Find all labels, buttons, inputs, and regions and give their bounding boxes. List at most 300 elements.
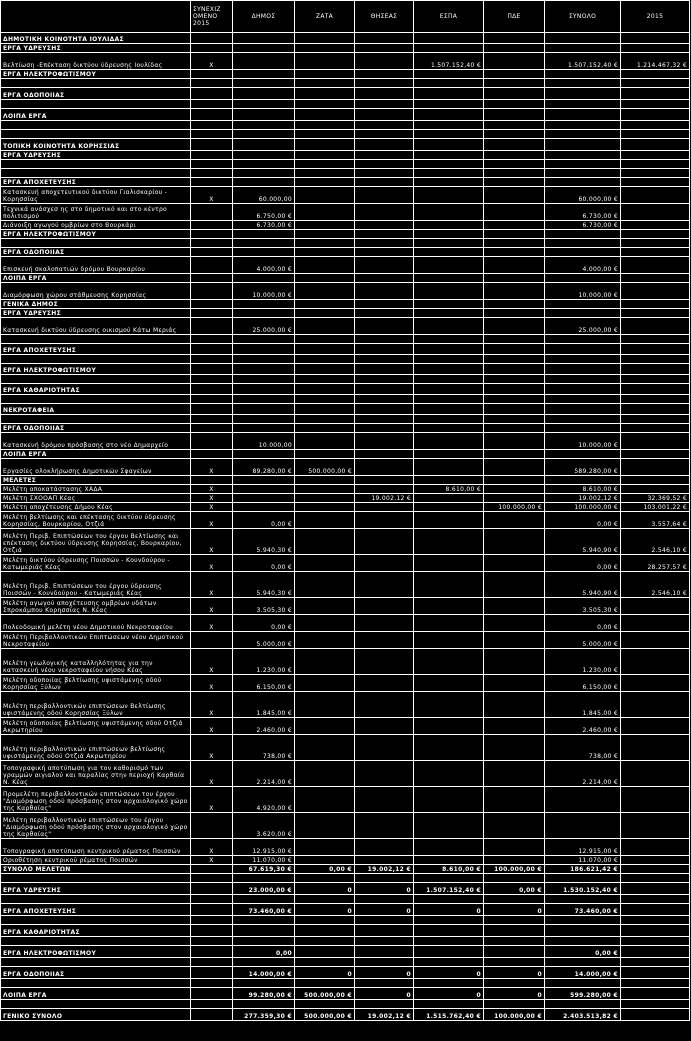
espa-cell <box>414 476 484 485</box>
continuing-cell <box>191 33 233 44</box>
section-row <box>1 44 690 53</box>
row-label <box>1 355 191 364</box>
pde-cell <box>484 718 545 735</box>
total-cell <box>545 355 621 364</box>
zata-cell <box>295 178 355 187</box>
continuing-cell <box>191 79 233 88</box>
pde-cell <box>484 109 545 121</box>
pde-cell <box>484 476 545 485</box>
theseas-cell <box>355 187 414 204</box>
row-label <box>1 895 191 904</box>
section-row <box>1 450 690 459</box>
total-cell <box>545 248 621 257</box>
theseas-cell <box>355 512 414 529</box>
theseas-cell <box>355 283 414 300</box>
table-row <box>1 503 690 512</box>
municipality-cell <box>233 355 295 364</box>
continuing-cell: X <box>191 512 233 529</box>
pde-cell: 100.000,00 € <box>484 503 545 512</box>
zata-cell: 0 <box>295 883 355 895</box>
year-2015-cell: 32.369,52 € <box>621 494 690 503</box>
row-label <box>1 395 191 404</box>
municipality-cell <box>233 178 295 187</box>
total-cell <box>545 813 621 839</box>
espa-cell <box>414 946 484 958</box>
continuing-cell <box>191 988 233 1000</box>
total-cell <box>545 404 621 415</box>
total-cell: 19.002,12 € <box>545 494 621 503</box>
row-label: Εργασίες ολοκλήρωσης Δημοτικών Σφαγείων <box>1 459 191 476</box>
total-cell: 5.940,90 € <box>545 572 621 598</box>
zata-cell <box>295 318 355 335</box>
espa-cell <box>414 274 484 283</box>
pde-cell <box>484 257 545 274</box>
section-row <box>1 967 690 979</box>
continuing-cell <box>191 230 233 239</box>
continuing-cell <box>191 450 233 459</box>
continuing-cell <box>191 967 233 979</box>
total-cell: 589.280,00 € <box>545 459 621 476</box>
total-cell <box>545 415 621 424</box>
pde-cell: 0,00 € <box>484 883 545 895</box>
section-row <box>1 946 690 958</box>
espa-cell <box>414 1000 484 1009</box>
zata-cell: 0 <box>295 904 355 916</box>
year-2015-cell <box>621 364 690 375</box>
espa-cell: 8.610,00 € <box>414 485 484 494</box>
zata-cell <box>295 718 355 735</box>
zata-cell <box>295 257 355 274</box>
row-label: ΔΗΜΟΤΙΚΗ ΚΟΙΝΟΤΗΤΑ ΙΟΥΛΙΔΑΣ <box>1 33 191 44</box>
theseas-cell <box>355 761 414 787</box>
zata-cell <box>295 160 355 169</box>
total-cell <box>545 874 621 883</box>
zata-cell <box>295 169 355 178</box>
theseas-cell <box>355 239 414 248</box>
zata-cell <box>295 529 355 555</box>
espa-cell: 0 <box>414 904 484 916</box>
header-cell-2015: 2015 <box>621 1 690 33</box>
espa-cell <box>414 257 484 274</box>
zata-cell <box>295 70 355 79</box>
year-2015-cell <box>621 649 690 675</box>
zata-cell <box>295 204 355 221</box>
pde-cell <box>484 300 545 309</box>
total-cell: 6.150,00 € <box>545 675 621 692</box>
espa-cell <box>414 344 484 355</box>
row-label <box>1 874 191 883</box>
continuing-cell <box>191 88 233 100</box>
theseas-cell <box>355 44 414 53</box>
row-label: ΕΡΓΑ ΑΠΟΧΕΤΕΥΣΗΣ <box>1 178 191 187</box>
zata-cell <box>295 632 355 649</box>
row-label: Οριοθέτηση κεντρικού ρέματος Ποισσών <box>1 856 191 865</box>
blank-row <box>1 1000 690 1009</box>
pde-cell <box>484 450 545 459</box>
continuing-cell <box>191 344 233 355</box>
pde-cell <box>484 529 545 555</box>
theseas-cell <box>355 404 414 415</box>
pde-cell <box>484 130 545 139</box>
municipality-cell <box>233 70 295 79</box>
total-cell <box>545 384 621 395</box>
year-2015-cell: 1.214.467,32 € <box>621 53 690 70</box>
continuing-cell <box>191 70 233 79</box>
zata-cell <box>295 121 355 130</box>
zata-cell <box>295 230 355 239</box>
year-2015-cell <box>621 404 690 415</box>
row-label: ΤΟΠΙΚΗ ΚΟΙΝΟΤΗΤΑ ΚΟΡΗΣΣΙΑΣ <box>1 139 191 151</box>
row-label: Προμελέτη περιβαλλοντικών επιπτώσεων του έργου "Διαμόρφωση οδού πρόσβασης στον αρχαιολογικό χώρο της Καρθαίας" <box>1 787 191 813</box>
municipality-cell: 0,00 <box>233 946 295 958</box>
continuing-cell <box>191 958 233 967</box>
header-cell-pde: ΠΔΕ <box>484 1 545 33</box>
continuing-cell <box>191 130 233 139</box>
section-row <box>1 248 690 257</box>
theseas-cell <box>355 718 414 735</box>
espa-cell <box>414 121 484 130</box>
zata-cell <box>295 450 355 459</box>
espa-cell <box>414 44 484 53</box>
total-cell: 25.000,00 € <box>545 318 621 335</box>
total-cell <box>545 230 621 239</box>
row-label <box>1 916 191 925</box>
year-2015-cell <box>621 615 690 632</box>
total-cell <box>545 1000 621 1009</box>
total-cell <box>545 121 621 130</box>
continuing-cell <box>191 895 233 904</box>
zata-cell <box>295 88 355 100</box>
theseas-cell <box>355 160 414 169</box>
year-2015-cell <box>621 70 690 79</box>
table-row <box>1 761 690 787</box>
row-label: Επισκευή σκαλοπατιών δρόμου Βουρκαρίου <box>1 257 191 274</box>
espa-cell <box>414 283 484 300</box>
table-row <box>1 318 690 335</box>
table-row <box>1 718 690 735</box>
continuing-cell: X <box>191 735 233 761</box>
continuing-cell <box>191 257 233 274</box>
row-label <box>1 130 191 139</box>
espa-cell <box>414 300 484 309</box>
row-label: ΛΟΙΠΑ ΕΡΓΑ <box>1 109 191 121</box>
total-cell: 1.845,00 € <box>545 692 621 718</box>
year-2015-cell <box>621 300 690 309</box>
row-label: ΕΡΓΑ ΗΛΕΚΤΡΟΦΩΤΙΣΜΟΥ <box>1 946 191 958</box>
zata-cell: 0 <box>295 967 355 979</box>
continuing-cell <box>191 139 233 151</box>
theseas-cell <box>355 274 414 283</box>
espa-cell <box>414 572 484 598</box>
municipality-cell: 3.505,30 € <box>233 598 295 615</box>
blank-row <box>1 916 690 925</box>
espa-cell <box>414 675 484 692</box>
row-label: ΕΡΓΑ ΗΛΕΚΤΡΟΦΩΤΙΣΜΟΥ <box>1 230 191 239</box>
municipality-cell <box>233 274 295 283</box>
row-label: Τοπογραφική αποτύπωση κεντρικού ρέματος Ποισσών <box>1 839 191 856</box>
zata-cell <box>295 309 355 318</box>
theseas-cell <box>355 895 414 904</box>
municipality-cell <box>233 100 295 109</box>
municipality-cell <box>233 424 295 433</box>
zata-cell: 500.000,00 € <box>295 988 355 1000</box>
municipality-cell: 0,00 € <box>233 512 295 529</box>
continuing-cell <box>191 248 233 257</box>
year-2015-cell <box>621 230 690 239</box>
continuing-cell: X <box>191 718 233 735</box>
row-label: Μελέτη Περιβ. Επιπτώσεων του έργου ύδρευσης Ποισσών - Κουνδούρου - Κατωμεριάς Κέας <box>1 572 191 598</box>
theseas-cell: 19.002,12 € <box>355 1009 414 1021</box>
pde-cell <box>484 318 545 335</box>
continuing-cell <box>191 283 233 300</box>
year-2015-cell <box>621 476 690 485</box>
continuing-cell: X <box>191 503 233 512</box>
continuing-cell <box>191 178 233 187</box>
theseas-cell <box>355 555 414 572</box>
municipality-cell <box>233 476 295 485</box>
zata-cell <box>295 839 355 856</box>
continuing-cell <box>191 415 233 424</box>
year-2015-cell <box>621 1009 690 1021</box>
espa-cell <box>414 937 484 946</box>
pde-cell <box>484 283 545 300</box>
theseas-cell <box>355 100 414 109</box>
row-label <box>1 121 191 130</box>
pde-cell <box>484 555 545 572</box>
total-cell: 11.070,00 € <box>545 856 621 865</box>
pde-cell <box>484 364 545 375</box>
row-label: ΣΥΝΟΛΟ ΜΕΛΕΤΩΝ <box>1 865 191 874</box>
municipality-cell <box>233 169 295 178</box>
total-cell: 2.214,00 € <box>545 761 621 787</box>
year-2015-cell <box>621 718 690 735</box>
row-label: ΕΡΓΑ ΗΛΕΚΤΡΟΦΩΤΙΣΜΟΥ <box>1 364 191 375</box>
continuing-cell: X <box>191 459 233 476</box>
total-cell <box>545 979 621 988</box>
pde-cell <box>484 344 545 355</box>
total-cell <box>545 895 621 904</box>
year-2015-cell <box>621 946 690 958</box>
pde-cell <box>484 274 545 283</box>
espa-cell <box>414 364 484 375</box>
espa-cell <box>414 230 484 239</box>
municipality-cell: 60.000,00 <box>233 187 295 204</box>
row-label: ΕΡΓΑ ΥΔΡΕΥΣΗΣ <box>1 309 191 318</box>
year-2015-cell <box>621 433 690 450</box>
row-label: ΓΕΝΙΚΟ ΣΥΝΟΛΟ <box>1 1009 191 1021</box>
pde-cell <box>484 839 545 856</box>
row-label <box>1 79 191 88</box>
table-row <box>1 494 690 503</box>
espa-cell <box>414 88 484 100</box>
total-cell: 5.940,90 € <box>545 529 621 555</box>
year-2015-cell <box>621 883 690 895</box>
continuing-cell <box>191 404 233 415</box>
row-label: Μελέτη περιβαλλοντικών επιπτώσεων Βελτίωσης υφιστάμενης οδού Κορησσίας Ξύλων <box>1 692 191 718</box>
espa-cell: 0 <box>414 967 484 979</box>
pde-cell <box>484 404 545 415</box>
row-label: Μελέτη αποχέτευσης Δήμου Κέας <box>1 503 191 512</box>
section-row <box>1 925 690 937</box>
section-row <box>1 178 690 187</box>
table-row <box>1 221 690 230</box>
total-cell: 599.280,00 € <box>545 988 621 1000</box>
blank-row <box>1 979 690 988</box>
total-cell <box>545 424 621 433</box>
section-row <box>1 424 690 433</box>
row-label: Μελέτη αποκατάστασης ΧΑΔΑ <box>1 485 191 494</box>
espa-cell <box>414 598 484 615</box>
municipality-cell: 25.000,00 € <box>233 318 295 335</box>
theseas-cell <box>355 615 414 632</box>
theseas-cell <box>355 675 414 692</box>
blank-row <box>1 130 690 139</box>
continuing-cell <box>191 121 233 130</box>
total-cell <box>545 160 621 169</box>
year-2015-cell <box>621 988 690 1000</box>
total-cell <box>545 395 621 404</box>
theseas-cell <box>355 813 414 839</box>
pde-cell <box>484 395 545 404</box>
total-cell: 1.530.152,40 € <box>545 883 621 895</box>
municipality-cell: 11.070,00 € <box>233 856 295 865</box>
row-label: Τεχνικά ανάσχεσ ης στο δημοτικό και στο κέντρο πολιτισμού <box>1 204 191 221</box>
header-cell-continuing: ΣΥΝΕΧΙΖ ΟΜΕΝΟ 2015 <box>191 1 233 33</box>
year-2015-cell <box>621 450 690 459</box>
municipality-cell: 5.940,30 € <box>233 529 295 555</box>
espa-cell <box>414 433 484 450</box>
pde-cell <box>484 615 545 632</box>
zata-cell: 500.000,00 € <box>295 1009 355 1021</box>
row-label: ΕΡΓΑ ΟΔΟΠΟΙΙΑΣ <box>1 248 191 257</box>
espa-cell <box>414 813 484 839</box>
table-row <box>1 283 690 300</box>
section-row <box>1 230 690 239</box>
espa-cell: 8.610,00 € <box>414 865 484 874</box>
theseas-cell <box>355 692 414 718</box>
total-cell <box>545 450 621 459</box>
zata-cell <box>295 283 355 300</box>
espa-cell <box>414 100 484 109</box>
pde-cell <box>484 248 545 257</box>
year-2015-cell <box>621 459 690 476</box>
zata-cell <box>295 494 355 503</box>
table-row <box>1 257 690 274</box>
municipality-cell <box>233 1000 295 1009</box>
table-row <box>1 529 690 555</box>
municipality-cell: 89.280,00 € <box>233 459 295 476</box>
pde-cell <box>484 44 545 53</box>
espa-cell <box>414 169 484 178</box>
total-cell: 0,00 € <box>545 512 621 529</box>
header-cell-total: ΣΥΝΟΛΟ <box>545 1 621 33</box>
year-2015-cell <box>621 44 690 53</box>
continuing-cell: X <box>191 649 233 675</box>
continuing-cell <box>191 375 233 384</box>
espa-cell <box>414 139 484 151</box>
pde-cell <box>484 239 545 248</box>
total-cell <box>545 109 621 121</box>
zata-cell <box>295 937 355 946</box>
year-2015-cell <box>621 178 690 187</box>
blank-row <box>1 874 690 883</box>
municipality-cell: 0,00 € <box>233 615 295 632</box>
continuing-cell <box>191 424 233 433</box>
pde-cell <box>484 79 545 88</box>
pde-cell <box>484 979 545 988</box>
espa-cell <box>414 178 484 187</box>
municipality-cell: 4.000,00 € <box>233 257 295 274</box>
municipality-cell <box>233 151 295 160</box>
row-label <box>1 160 191 169</box>
municipality-cell <box>233 88 295 100</box>
pde-cell <box>484 946 545 958</box>
year-2015-cell <box>621 874 690 883</box>
continuing-cell: X <box>191 529 233 555</box>
municipality-cell <box>233 109 295 121</box>
year-2015-cell <box>621 109 690 121</box>
zata-cell <box>295 384 355 395</box>
pde-cell <box>484 1000 545 1009</box>
year-2015-cell: 28.257,57 € <box>621 555 690 572</box>
table-row <box>1 649 690 675</box>
header-row <box>1 1 690 33</box>
espa-cell <box>414 450 484 459</box>
espa-cell: 1.507.152,40 € <box>414 53 484 70</box>
year-2015-cell <box>621 761 690 787</box>
pde-cell <box>484 895 545 904</box>
municipality-cell <box>233 503 295 512</box>
continuing-cell <box>191 274 233 283</box>
continuing-cell <box>191 395 233 404</box>
year-2015-cell <box>621 160 690 169</box>
total-cell <box>545 925 621 937</box>
zata-cell: 500.000,00 € <box>295 459 355 476</box>
year-2015-cell <box>621 937 690 946</box>
theseas-cell <box>355 598 414 615</box>
espa-cell <box>414 494 484 503</box>
total-cell <box>545 300 621 309</box>
year-2015-cell <box>621 895 690 904</box>
zata-cell <box>295 925 355 937</box>
espa-cell <box>414 318 484 335</box>
row-label <box>1 169 191 178</box>
municipality-cell: 12.915,00 € <box>233 839 295 856</box>
municipality-cell <box>233 375 295 384</box>
theseas-cell <box>355 121 414 130</box>
blank-row <box>1 160 690 169</box>
row-label <box>1 100 191 109</box>
espa-cell <box>414 70 484 79</box>
theseas-cell <box>355 874 414 883</box>
municipality-cell <box>233 79 295 88</box>
espa-cell <box>414 160 484 169</box>
row-label: ΕΡΓΑ ΥΔΡΕΥΣΗΣ <box>1 883 191 895</box>
municipality-cell <box>233 384 295 395</box>
row-label <box>1 335 191 344</box>
pde-cell <box>484 675 545 692</box>
theseas-cell <box>355 230 414 239</box>
espa-cell <box>414 718 484 735</box>
row-label: Πολεοδομική μελέτη νέου Δημοτικού Νεκροταφείου <box>1 615 191 632</box>
table-row <box>1 485 690 494</box>
continuing-cell <box>191 874 233 883</box>
section-row <box>1 33 690 44</box>
municipality-cell <box>233 33 295 44</box>
pde-cell <box>484 151 545 160</box>
row-label: Μελέτη ΣΧΟΟΑΠ Κέας <box>1 494 191 503</box>
total-cell <box>545 151 621 160</box>
